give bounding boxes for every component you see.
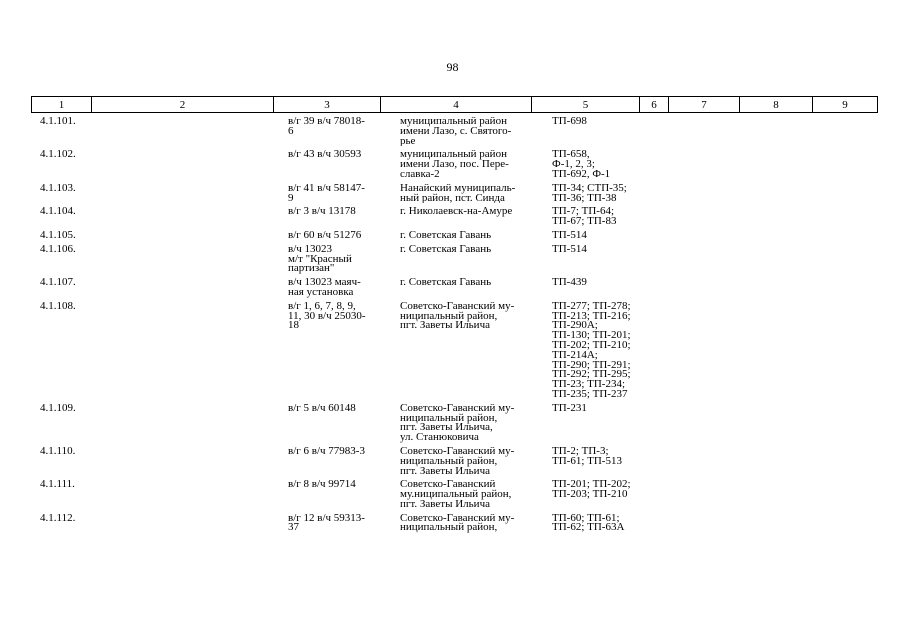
row-number: 4.1.103.: [40, 183, 76, 194]
substation-list: ТП-60; ТП-61; ТП-62; ТП-63А: [552, 513, 625, 534]
military-unit: в/г 8 в/ч 99714: [288, 480, 356, 491]
location: муниципальный район имени Лазо, пос. Пере- славка-2: [400, 150, 509, 180]
military-unit: в/г 12 в/ч 59313- 37: [288, 513, 365, 534]
substation-list: ТП-34; СТП-35; ТП-36; ТП-38: [552, 183, 627, 204]
location: г. Советская Гавань: [400, 244, 492, 255]
military-unit: в/ч 13023 маяч- ная установка: [288, 278, 361, 298]
location: Советско-Гаванский му- ниципальный район,: [400, 513, 515, 534]
row-number: 4.1.105.: [40, 230, 76, 241]
row-number: 4.1.101.: [40, 117, 76, 127]
location: Советско-Гаванский му- ниципальный район, пгт. Заветы Ильича, ул. Станюковича: [400, 403, 515, 443]
header-col-7: 7: [669, 97, 740, 113]
military-unit: в/г 5 в/ч 60148: [288, 403, 356, 414]
table-row: [31, 447, 877, 476]
military-unit: в/ч 13023 м/т "Красный партизан": [288, 244, 352, 275]
location: Советско-Гаванский му- ниципальный район, пгт. Заветы Ильича: [400, 301, 515, 332]
row-number: 4.1.102.: [40, 150, 76, 161]
table-row: [31, 207, 877, 227]
location: Советско-Гаванский му- ниципальный район, пгт. Заветы Ильича: [400, 446, 515, 477]
substation-list: ТП-439: [552, 278, 587, 288]
table-row: [31, 302, 877, 400]
row-number: 4.1.110.: [40, 446, 76, 457]
header-col-8: 8: [740, 97, 813, 113]
table-row: [31, 278, 877, 298]
table-row: [31, 514, 877, 534]
row-number: 4.1.107.: [40, 278, 76, 288]
header-row: [32, 97, 878, 113]
column-header-table: [31, 96, 878, 113]
header-col-2: 2: [92, 97, 274, 113]
substation-list: ТП-2; ТП-3; ТП-61; ТП-513: [552, 446, 622, 467]
header-col-9: 9: [813, 97, 878, 113]
military-unit: в/г 60 в/ч 51276: [288, 230, 362, 241]
table-row: [31, 404, 877, 443]
location: г. Советская Гавань: [400, 278, 492, 288]
substation-list: ТП-698: [552, 117, 587, 127]
row-number: 4.1.111.: [40, 480, 75, 491]
table-row: [31, 245, 877, 274]
location: муниципальный район имени Лазо, с. Святого- рье: [400, 117, 512, 147]
header-col-1: 1: [32, 97, 92, 113]
header-col-3: 3: [274, 97, 381, 113]
substation-list: ТП-658, Ф-1, 2, 3; ТП-692, Ф-1: [552, 150, 611, 180]
header-col-4: 4: [381, 97, 532, 113]
row-number: 4.1.109.: [40, 403, 76, 414]
page-number: 98: [446, 60, 459, 74]
substation-list: ТП-514: [552, 230, 587, 241]
military-unit: в/г 3 в/ч 13178: [288, 207, 356, 218]
military-unit: в/г 1, 6, 7, 8, 9, 11, 30 в/ч 25030- 18: [288, 301, 366, 332]
substation-list: ТП-277; ТП-278; ТП-213; ТП-216; ТП-290А; ТП-130; ТП-201; ТП-202; ТП-210; ТП-214А; ТП-290; ТП-291; ТП-292; ТП-295; ТП-23; ТП-234; ТП-235; ТП-237: [552, 301, 631, 400]
military-unit: в/г 43 в/ч 30593: [288, 150, 362, 161]
row-number: 4.1.106.: [40, 244, 76, 255]
substation-list: ТП-514: [552, 244, 587, 255]
location: г. Николаевск-на-Амуре: [400, 207, 513, 218]
row-number: 4.1.104.: [40, 207, 76, 218]
table-row: [31, 150, 877, 179]
military-unit: в/г 39 в/ч 78018- 6: [288, 117, 365, 137]
table-body: [31, 117, 877, 537]
row-number: 4.1.108.: [40, 301, 76, 312]
table-row: [31, 480, 877, 509]
substation-list: ТП-7; ТП-64; ТП-67; ТП-83: [552, 207, 617, 227]
location: Нанайский муниципаль- ный район, пст. Синда: [400, 183, 516, 204]
military-unit: в/г 41 в/ч 58147- 9: [288, 183, 365, 204]
table-row: [31, 184, 877, 204]
header-col-5: 5: [532, 97, 640, 113]
header-col-6: 6: [640, 97, 669, 113]
location: Советско-Гаванский му.ниципальный район, пгт. Заветы Ильича: [400, 480, 512, 510]
table-row: [31, 231, 877, 241]
table-row: [31, 117, 877, 146]
row-number: 4.1.112.: [40, 513, 76, 524]
military-unit: в/г 6 в/ч 77983-3: [288, 446, 365, 457]
substation-list: ТП-231: [552, 403, 587, 414]
location: г. Советская Гавань: [400, 230, 492, 241]
substation-list: ТП-201; ТП-202; ТП-203; ТП-210: [552, 480, 631, 500]
